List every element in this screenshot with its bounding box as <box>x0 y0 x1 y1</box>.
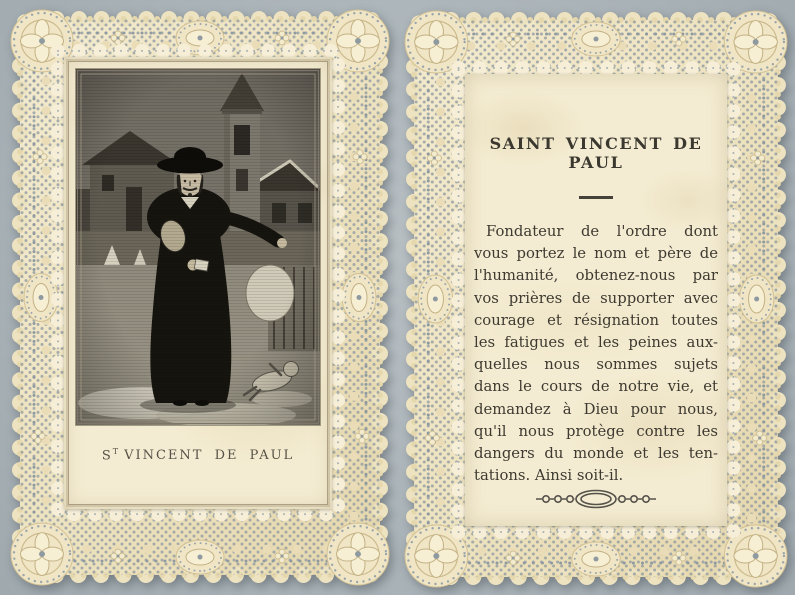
engraving-caption <box>64 447 332 463</box>
chain-ornament <box>465 488 727 510</box>
side-medallion <box>176 540 224 574</box>
caption-prefix: S <box>101 448 113 464</box>
prayer-line: tations. Ainsi soit-il. <box>474 467 624 485</box>
paper-panel <box>465 74 727 526</box>
title-divider <box>579 196 613 199</box>
saint-vincent-engraving <box>76 69 320 425</box>
prayer-line: Fondateur de l'ordre dont <box>486 223 718 240</box>
prayer-line: l'humanité, obtenez-nous par <box>474 267 718 285</box>
prayer-title: SAINT VINCENT DE PAUL <box>489 134 703 172</box>
prayer-line: dangers du monde et les ten- <box>474 445 718 463</box>
caption-text: VINCENT DE PAUL <box>124 448 295 464</box>
prayer-line: vos prières de supporter avec <box>474 289 718 307</box>
corner-medallion <box>327 523 389 585</box>
prayer-line: dans le cours de notre vie, et <box>474 378 718 396</box>
corner-medallion <box>11 523 73 585</box>
side-medallion <box>418 275 452 323</box>
side-medallion <box>572 22 621 56</box>
holy-card-back <box>402 8 790 589</box>
prayer-line: qu'il nous protège contre les <box>474 422 718 440</box>
side-medallion <box>342 274 376 322</box>
prayer-line: courage et résignation toutes <box>474 311 718 329</box>
prayer-line: les fatigues et les peines aux- <box>474 334 718 352</box>
prayer-line: vous portez le nom et père de <box>474 245 718 263</box>
paper-panel <box>64 57 332 509</box>
chain-ornament-icon <box>534 488 658 510</box>
side-medallion <box>739 275 773 323</box>
caption-superscript: T <box>112 447 119 456</box>
side-medallion <box>572 542 621 576</box>
prayer-line: quelles nous sommes sujets <box>474 356 718 374</box>
prayer-text <box>474 221 718 487</box>
prayer-line: demandez à Dieu pour nous, <box>474 400 718 418</box>
engraving-frame <box>76 69 320 425</box>
holy-card-front <box>8 7 392 587</box>
